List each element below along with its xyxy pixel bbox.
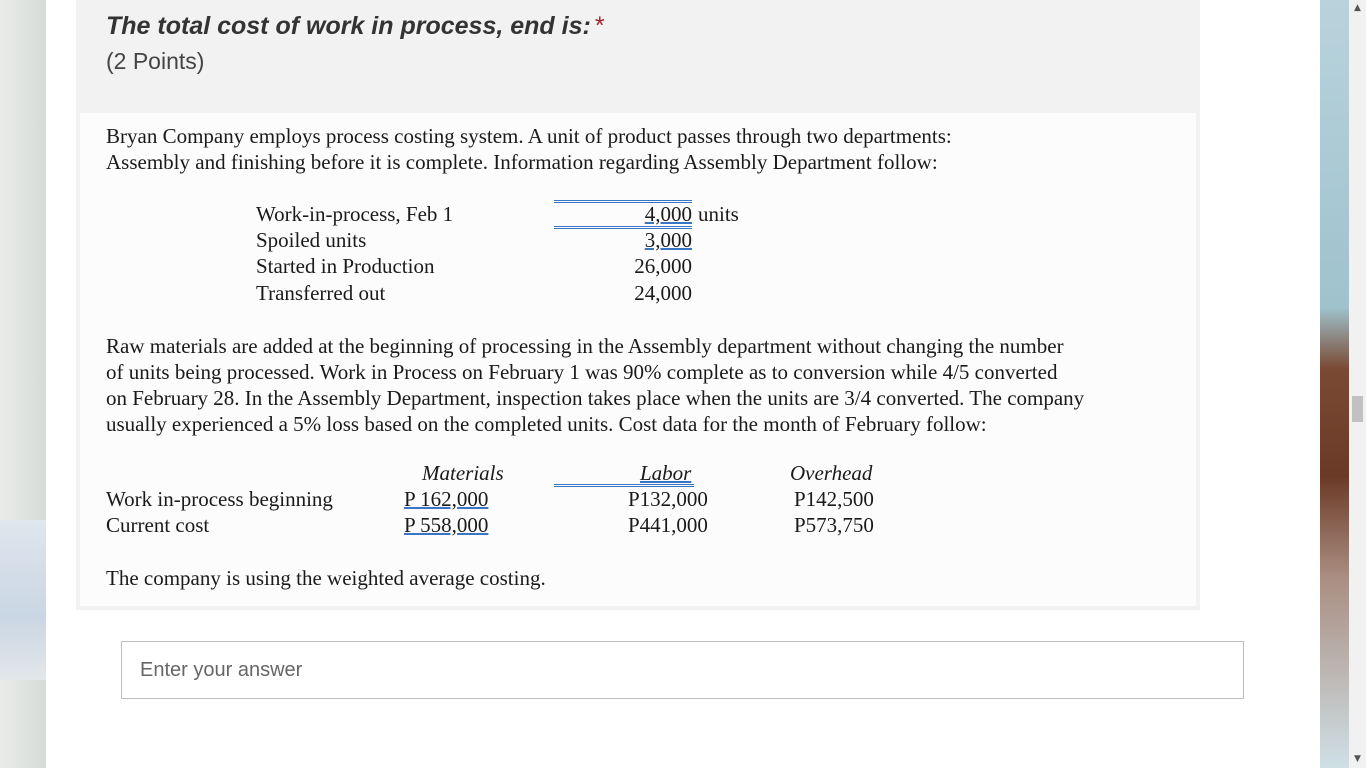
cost-materials: P 162,000	[404, 487, 489, 511]
question-header	[76, 0, 1200, 113]
header-materials: Materials	[422, 461, 504, 485]
units-value: 4,000	[644, 202, 692, 226]
units-label: Transferred out	[256, 281, 386, 305]
problem-document	[80, 113, 1196, 606]
question-title	[106, 12, 605, 41]
units-value: 3,000	[644, 228, 692, 252]
answer-input[interactable]	[121, 641, 1244, 699]
units-suffix: units	[698, 202, 739, 226]
background-left-shape	[0, 520, 46, 680]
scrollbar[interactable]	[1349, 0, 1366, 768]
process-line-1: Raw materials are added at the beginning of processing in the Assembly department without changing the number	[106, 334, 1064, 358]
scroll-up-icon[interactable]: ▲	[1354, 3, 1361, 13]
process-paragraph	[106, 333, 1084, 437]
units-value: 24,000	[634, 281, 692, 305]
units-label: Work-in-process, Feb 1	[256, 202, 454, 226]
header-labor: Labor	[640, 461, 692, 485]
question-title-text: The total cost of work in process, end is:	[106, 12, 591, 40]
question-image	[76, 113, 1200, 610]
process-line-2: of units being processed. Work in Process on February 1 was 90% complete as to conversion while 4/5 converted	[106, 360, 1058, 384]
intro-paragraph	[106, 123, 952, 175]
scrollbar-thumb[interactable]	[1352, 396, 1363, 422]
process-line-3: on February 28. In the Assembly Department, inspection takes place when the units are 3/4 converted. The company	[106, 386, 1085, 410]
cost-row-label: Current cost	[106, 513, 210, 537]
cost-labor: P441,000	[628, 513, 708, 537]
units-value: 26,000	[634, 254, 692, 278]
units-label: Started in Production	[256, 254, 435, 278]
closing-text: The company is using the weighted average costing.	[106, 566, 546, 590]
cost-labor: P132,000	[628, 487, 708, 511]
cost-row-label: Work in-process beginning	[106, 487, 333, 511]
question-points: (2 Points)	[106, 48, 205, 74]
cost-overhead: P573,750	[794, 513, 874, 537]
required-mark: *	[594, 12, 605, 40]
cost-materials: P 558,000	[404, 513, 489, 537]
process-line-4: usually experienced a 5% loss based on the completed units. Cost data for the month of February follow:	[106, 412, 987, 436]
intro-line-1: Bryan Company employs process costing system. A unit of product passes through two departments:	[106, 124, 952, 148]
cost-overhead: P142,500	[794, 487, 874, 511]
units-label: Spoiled units	[256, 228, 367, 252]
header-overhead: Overhead	[790, 461, 873, 485]
intro-line-2: Assembly and finishing before it is complete. Information regarding Assembly Department follow:	[106, 150, 938, 174]
scroll-down-icon[interactable]: ▼	[1354, 754, 1361, 764]
